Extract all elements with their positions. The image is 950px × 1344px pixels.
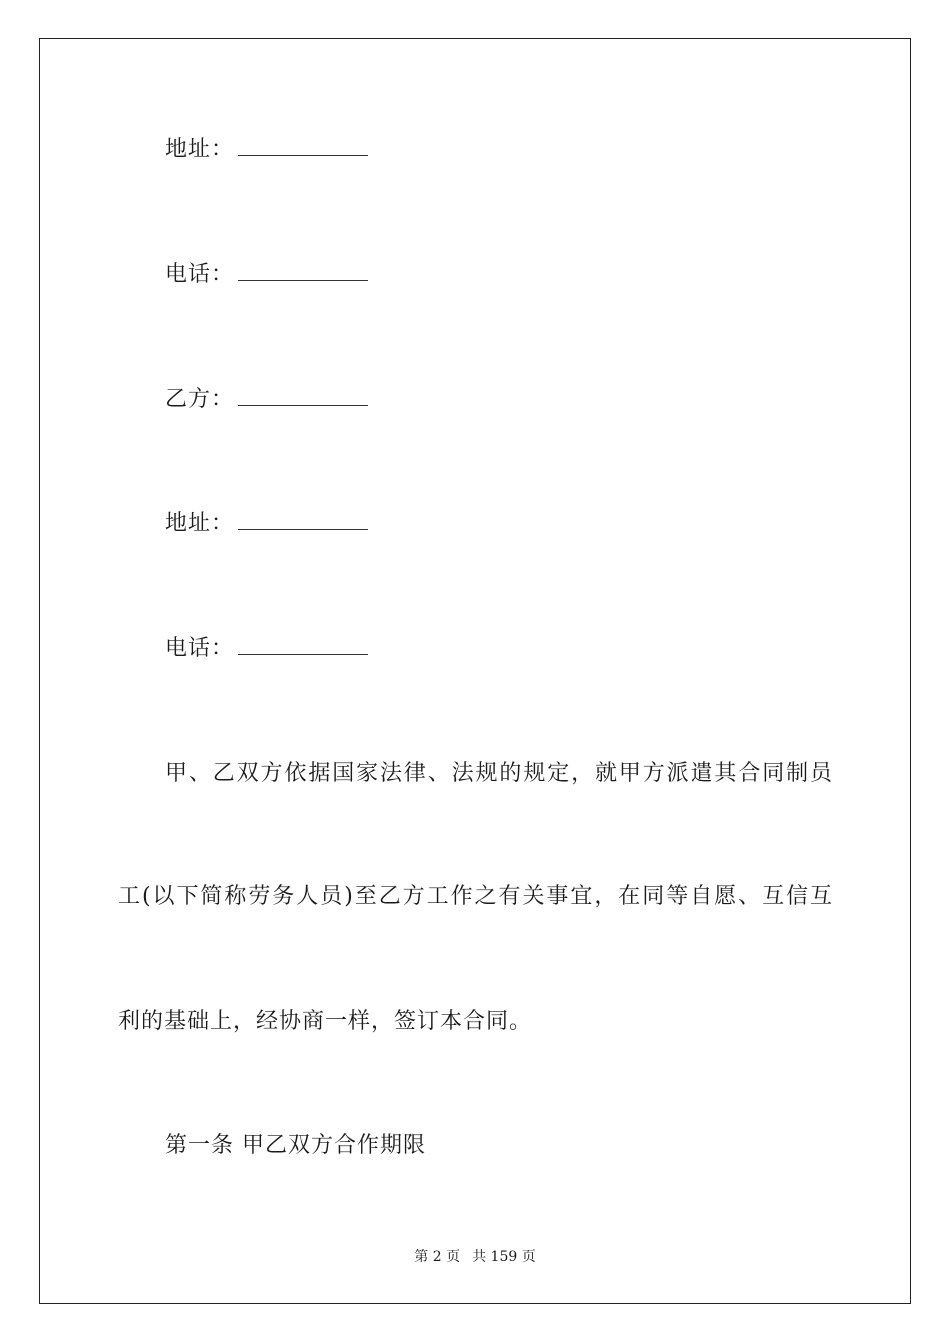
article-heading: 第一条 甲乙双方合作期限	[165, 1133, 426, 1158]
phone-field-party-b	[165, 635, 368, 663]
paragraph-line-3: 利的基础上，经协商一样，签订本合同。	[118, 1009, 533, 1034]
fill-in-blank[interactable]	[238, 387, 368, 406]
page-number: 第 2 页	[414, 1249, 461, 1265]
fill-in-blank[interactable]	[238, 137, 368, 156]
page-footer	[0, 1248, 950, 1266]
paragraph-line-1: 甲、乙双方依据国家法律、法规的规定，就甲方派遣其合同制员	[165, 761, 833, 786]
field-label: 电话：	[165, 636, 235, 661]
paragraph-line-2: 工(以下简称劳务人员)至乙方工作之有关事宜，在同等自愿、互信互	[118, 884, 833, 909]
field-label: 乙方：	[165, 387, 235, 412]
phone-field-party-a	[165, 261, 368, 289]
field-label: 地址：	[165, 511, 235, 536]
fill-in-blank[interactable]	[238, 511, 368, 530]
fill-in-blank[interactable]	[238, 262, 368, 281]
address-field-party-a	[165, 136, 368, 164]
party-b-field	[165, 386, 368, 414]
field-label: 地址：	[165, 137, 235, 162]
field-label: 电话：	[165, 262, 235, 287]
fill-in-blank[interactable]	[238, 636, 368, 655]
page-border	[39, 38, 911, 1304]
address-field-party-b	[165, 510, 368, 538]
page-total: 共 159 页	[472, 1249, 536, 1265]
